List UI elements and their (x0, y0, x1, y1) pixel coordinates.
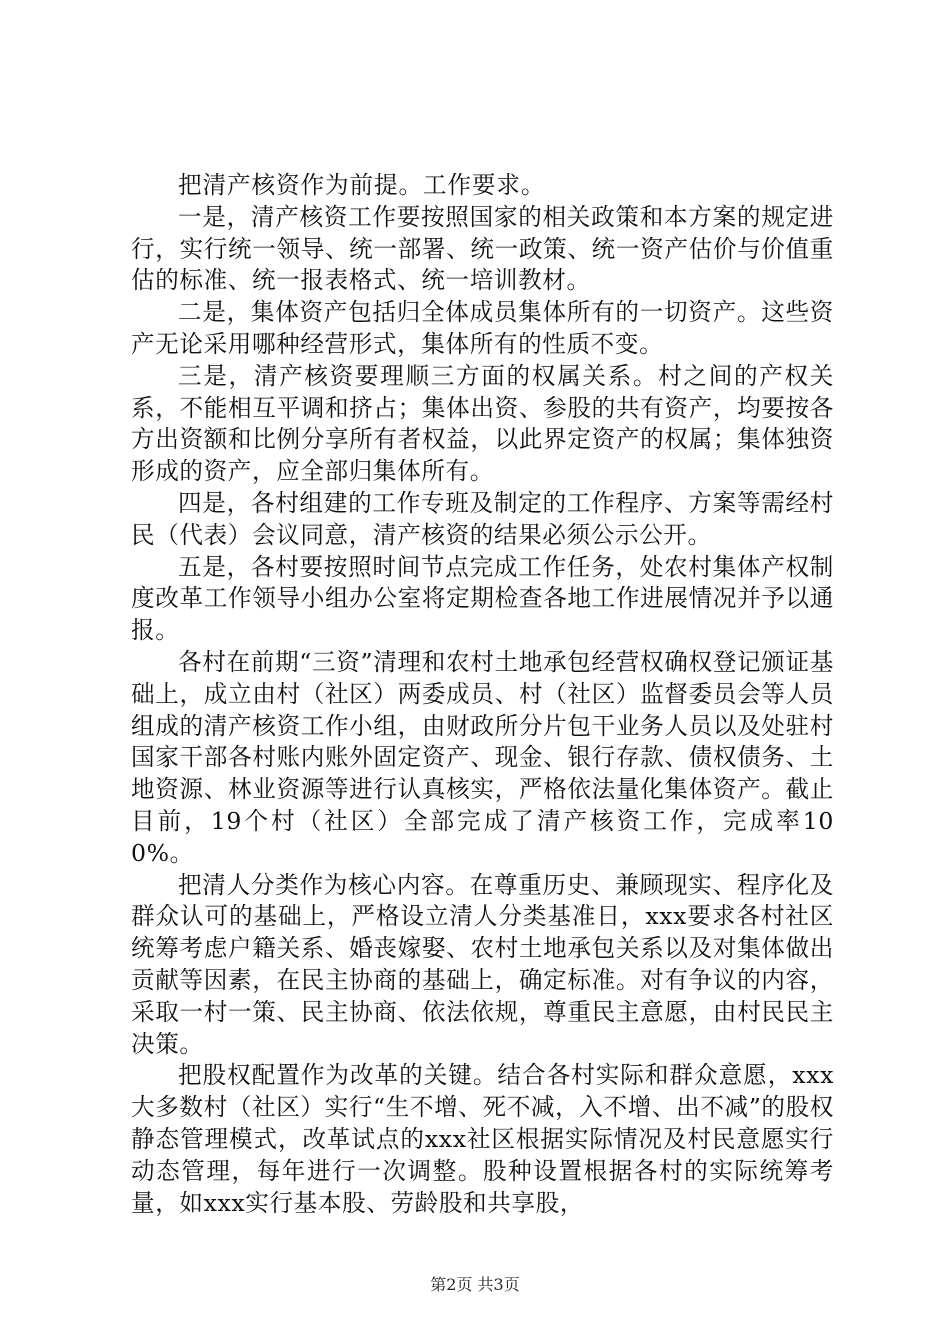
paragraph-requirement-1: 一是，清产核资工作要按照国家的相关政策和本方案的规定进行，实行统一领导、统一部署、统一政策、统一资产估价与价值重估的标准、统一报表格式、统一培训教材。 (131, 202, 834, 295)
paragraph-premise: 把清产核资作为前提。工作要求。 (178, 171, 546, 199)
paragraph-equity-allocation: 把股权配置作为改革的关键。结合各村实际和群众意愿，xxx大多数村（社区）实行“生不增、死不减，入不增、出不减”的股权静态管理模式，改革试点的xxx社区根据实际情况及村民意愿实行动态管理，每年进行一次调整。股种设置根据各村的实际统筹考量，如xxx实行基本股、劳龄股和共享股， (131, 1061, 834, 1217)
paragraph-requirement-3: 三是，清产核资要理顺三方面的权属关系。村之间的产权关系，不能相互平调和挤占；集体出资、参股的共有资产，均要按各方出资额和比例分享所有者权益，以此界定资产的权属；集体独资形成的资产，应全部归集体所有。 (131, 361, 834, 486)
page-number-footer: 第2页 共3页 (430, 1275, 520, 1294)
paragraph-requirement-5: 五是，各村要按照时间节点完成工作任务，处农村集体产权制度改革工作领导小组办公室将定期检查各地工作进展情况并予以通报。 (131, 552, 834, 645)
paragraph-asset-verification: 各村在前期“三资”清理和农村土地承包经营权确权登记颁证基础上，成立由村（社区）两委成员、村（社区）监督委员会等人员组成的清产核资工作小组，由财政所分片包干业务人员以及处驻村国家干部各村账内账外固定资产、现金、银行存款、债权债务、土地资源、林业资源等进行认真核实，严格依法量化集体资产。截止目前，19个村（社区）全部完成了清产核资工作，完成率100%。 (131, 647, 834, 867)
document-body (131, 170, 834, 1219)
paragraph-requirement-2: 二是，集体资产包括归全体成员集体所有的一切资产。这些资产无论采用哪种经营形式，集体所有的性质不变。 (131, 298, 834, 358)
paragraph-requirement-4: 四是，各村组建的工作专班及制定的工作程序、方案等需经村民（代表）会议同意，清产核资的结果必须公示公开。 (131, 488, 834, 549)
paragraph-member-classification: 把清人分类作为核心内容。在尊重历史、兼顾现实、程序化及群众认可的基础上，严格设立清人分类基准日，xxx要求各村社区统筹考虑户籍关系、婚丧嫁娶、农村土地承包关系以及对集体做出贡献等因素，在民主协商的基础上，确定标准。对有争议的内容，采取一村一策、民主协商、依法依规，尊重民主意愿，由村民民主决策。 (131, 870, 834, 1058)
